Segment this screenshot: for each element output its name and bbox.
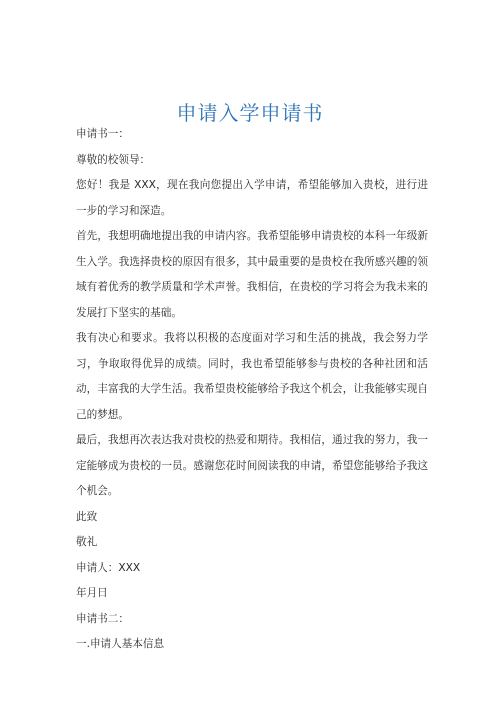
closing-phrase: 此致 bbox=[76, 510, 98, 523]
section-heading-letter-two: 申请书二： bbox=[76, 612, 129, 625]
date-line: 年月日 bbox=[76, 587, 108, 599]
applicant-signature: 申请人：XXX bbox=[76, 561, 141, 574]
body-paragraph-greeting: 您好！我是 XXX，现在我向您提出入学申请，希望能够加入贵校，进行进一步的学习和深造。 bbox=[76, 179, 428, 217]
closing-salute: 敬礼 bbox=[76, 536, 98, 548]
body-paragraph-determination: 我有决心和要求。我将以积极的态度面对学习和生活的挑战，我会努力学习，争取取得优异的成绩。同时，我也希望能够参与贵校的各种社团和活动，丰富我的大学生活。我希望贵校能够给予我这个机会，让我能够实现自己的梦想。 bbox=[76, 332, 428, 421]
section-heading-letter-one: 申请书一： bbox=[76, 128, 129, 140]
document-title: 申请入学申请书 bbox=[176, 101, 324, 126]
salutation: 尊敬的校领导： bbox=[76, 153, 151, 166]
body-paragraph-closing: 最后，我想再次表达我对贵校的热爱和期待。我相信，通过我的努力，我一定能够成为贵校的一员。感谢您花时间阅读我的申请，希望您能够给予我这个机会。 bbox=[76, 434, 428, 497]
body-paragraph-intent: 首先，我想明确地提出我的申请内容。我希望能够申请贵校的本科一年级新生入学。我选择贵校的原因有很多，其中最重要的是贵校在我所感兴趣的领域有着优秀的教学质量和学术声誉。我相信，在贵校的学习将会为我未来的发展打下坚实的基础。 bbox=[76, 230, 428, 319]
subsection-heading-applicant-info: 一.申请人基本信息 bbox=[76, 638, 165, 650]
document-body bbox=[76, 122, 428, 658]
